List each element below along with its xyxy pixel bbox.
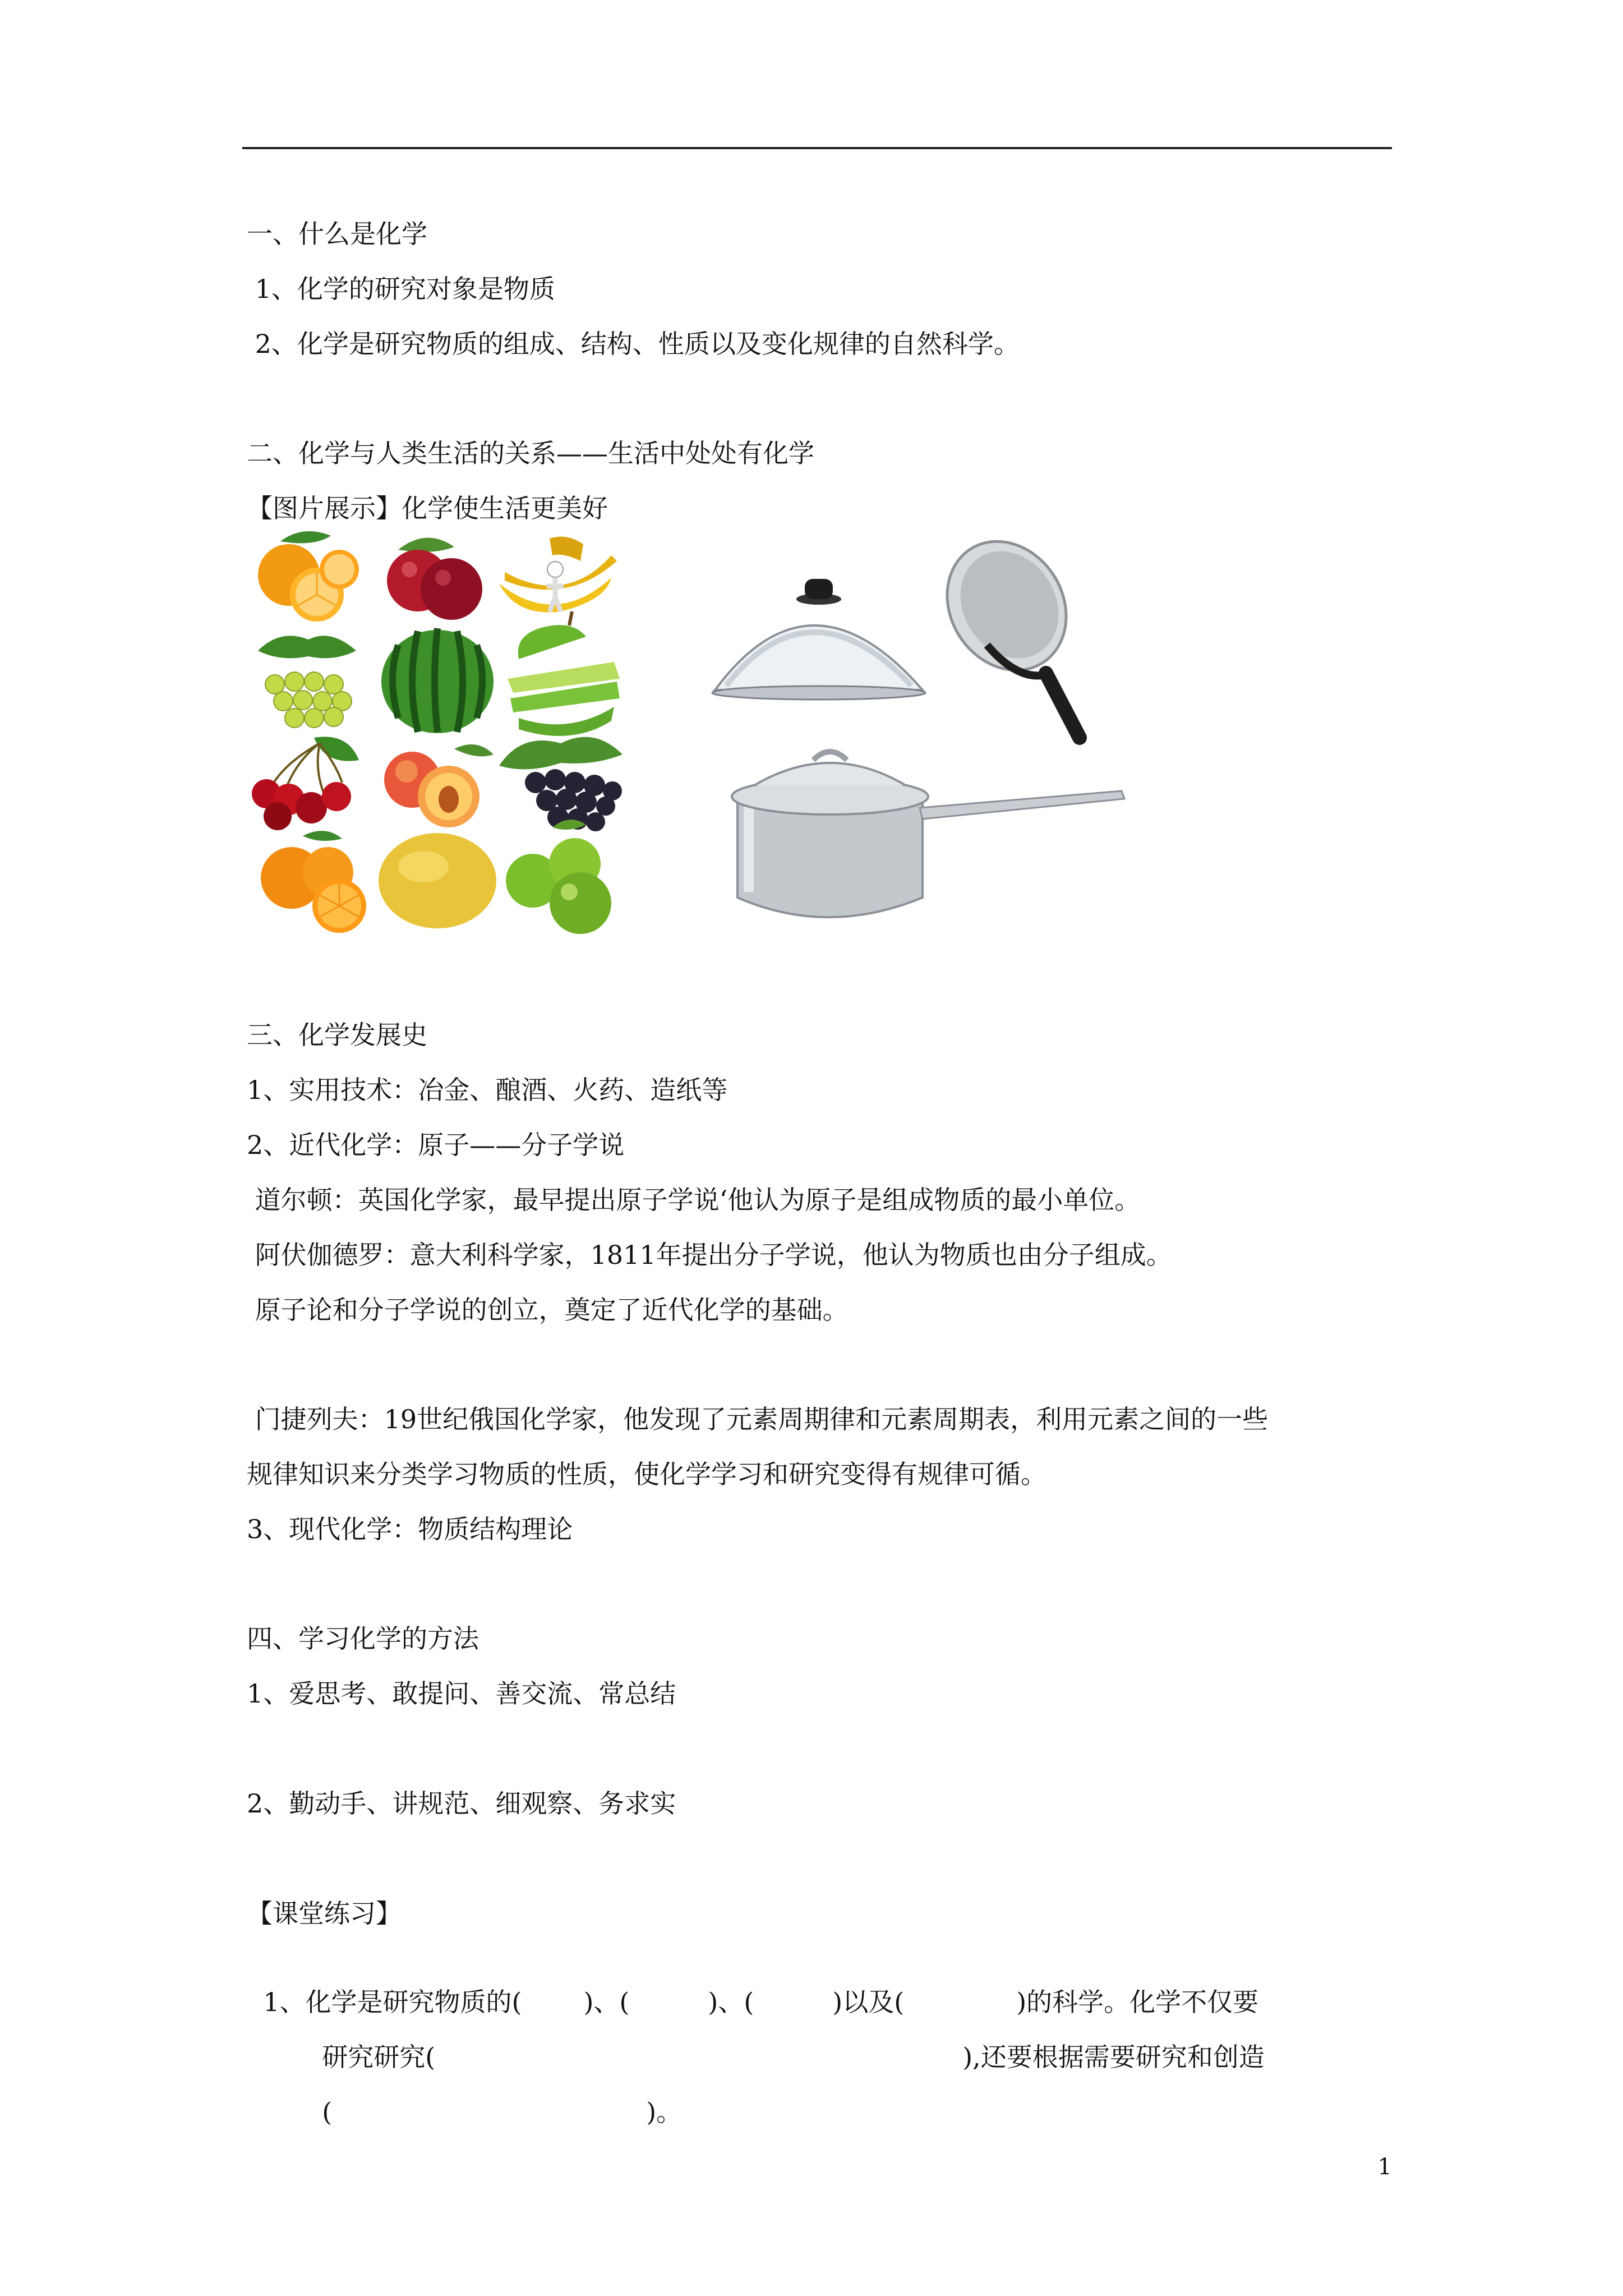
banana-icon [499, 537, 617, 613]
cherry-icon [252, 737, 359, 830]
question-text: 研究研究( [322, 2042, 436, 2072]
figure-caption: 【图片展示】化学使生活更美好 [247, 493, 608, 523]
exercise-question [306, 2062, 682, 2129]
exercise-heading: 【课堂练习】 [247, 1898, 402, 1929]
paragraph: 门捷列夫：19世纪俄国化学家，他发现了元素周期律和元素周期表，利用元素之间的一些 [247, 1404, 1269, 1434]
section-heading-4: 四、学习化学的方法 [247, 1623, 479, 1654]
section-heading-1: 一、什么是化学 [247, 219, 427, 249]
orange-icon [258, 531, 359, 622]
question-text: 1、化学是研究物质的( [263, 1987, 522, 2017]
melon-icon [379, 833, 496, 928]
question-text: )。 [646, 2097, 683, 2127]
paragraph: 阿伏伽德罗：意大利科学家，1811年提出分子学说，他认为物质也由分子组成。 [247, 1240, 1172, 1270]
frying-pan-icon [924, 539, 1090, 738]
paragraph: 1、实用技术：冶金、酿酒、火药、造纸等 [247, 1075, 728, 1105]
page-number: 1 [1377, 2154, 1392, 2180]
question-text: )、( [583, 1987, 630, 2017]
question-text: ),还要根据需要研究和创造 [962, 2042, 1265, 2072]
section-heading-3: 三、化学发展史 [247, 1020, 427, 1050]
question-text: )的科学。化学不仅要 [1016, 1987, 1259, 2017]
paragraph: 2、化学是研究物质的组成、结构、性质以及变化规律的自然科学。 [247, 329, 1020, 359]
question-text: )、( [708, 1987, 754, 2017]
plum-icon [387, 538, 482, 620]
cookware-photos [704, 539, 1169, 940]
black-grapes-icon [499, 737, 623, 831]
apple-icon [506, 820, 611, 934]
paragraph: 道尔顿：英国化学家，最早提出原子学说‘他认为原子是组成物质的最小单位。 [247, 1185, 1141, 1215]
glass-lid-icon [712, 579, 925, 700]
question-text: ( [322, 2097, 333, 2127]
peach-icon [384, 744, 494, 827]
paragraph: 1、爱思考、敢提问、善交流、常总结 [247, 1678, 676, 1709]
paragraph: 3、现代化学：物质结构理论 [247, 1514, 573, 1544]
grapes-icon [258, 636, 356, 728]
paragraph: 2、近代化学：原子——分子学说 [247, 1130, 625, 1160]
header-rule [242, 147, 1392, 149]
fruit-collage [247, 530, 701, 938]
paragraph: 规律知识来分类学习物质的性质，使化学学习和研究变得有规律可循。 [247, 1459, 1046, 1489]
saucepan-icon [732, 752, 1124, 917]
section-heading-2: 二、化学与人类生活的关系——生活中处处有化学 [247, 438, 814, 468]
question-text: )以及( [832, 1987, 905, 2017]
paragraph: 原子论和分子学说的创立，奠定了近代化学的基础。 [247, 1295, 849, 1325]
paragraph: 2、勤动手、讲规范、细观察、务求实 [247, 1788, 676, 1819]
green-apple-icon [508, 611, 620, 736]
watermelon-icon [381, 628, 494, 733]
orange-icon [261, 831, 366, 933]
paragraph: 1、化学的研究对象是物质 [247, 274, 555, 304]
